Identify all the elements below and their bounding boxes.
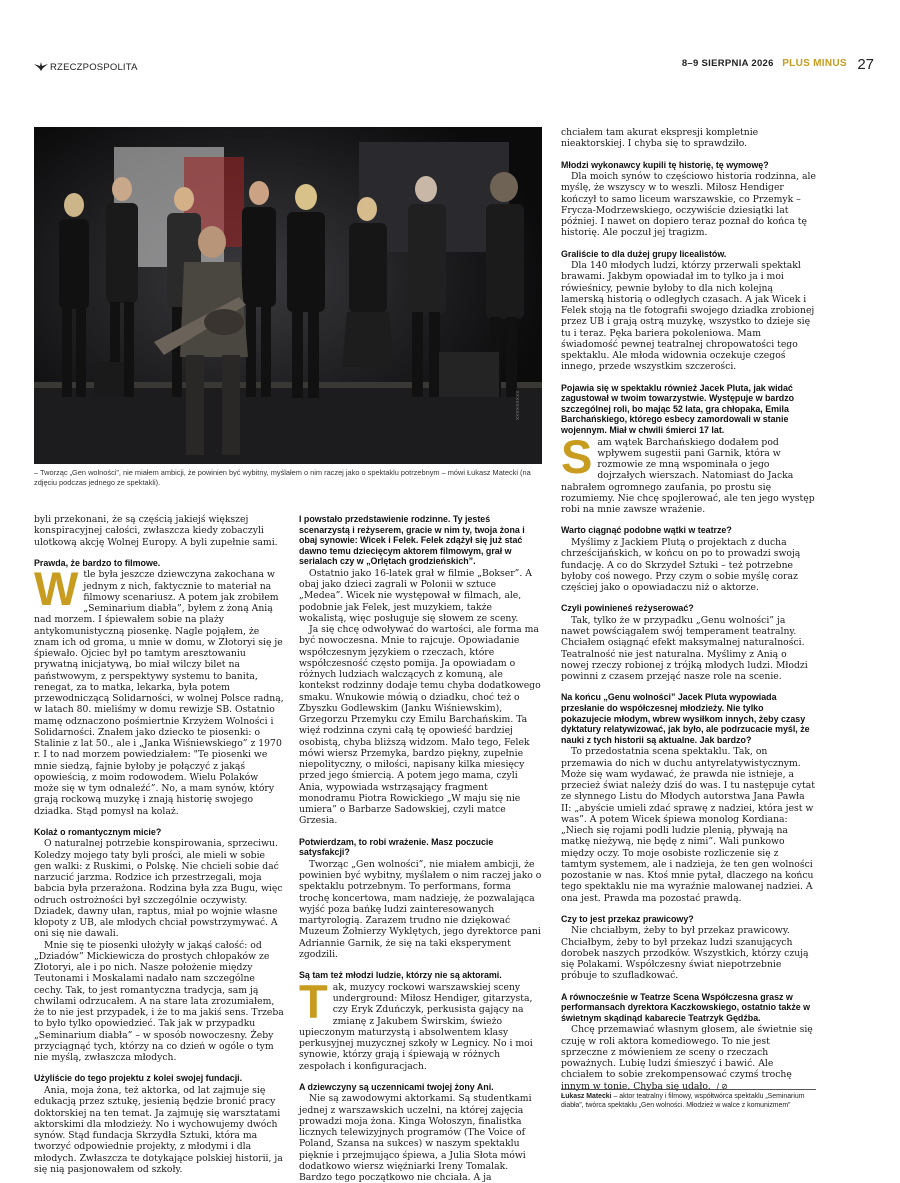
logo-text: RZECZPOSPOLITA [50, 62, 138, 73]
header-info [682, 56, 874, 74]
paragraph [561, 429, 816, 516]
stage-photo [34, 127, 542, 464]
bio-name: Łukasz Matecki [561, 1093, 612, 1100]
paragraph: Nie chciałbym, żeby to był przekaz prawicowy. Chciałbym, żeby to był przekaz ludzi szanujących dorobek naszych przodków. Wszystkich, którzy czują się Polakami. Współczesny świat niepotrzebnie próbuje to szufladkować. [561, 925, 809, 982]
question: Kolaż o romantycznym micie? [34, 826, 162, 837]
paragraph: Ostatnio jako 16-latek grał w filmie „Bokser”. A obaj jako dzieci zagrali w Polonii w sztuce „Medea”. Wicek nie występował w filmach, ale, podobnie jak Felek, jest muzykiem, także wokalistą, więc posługuje się słowem ze sceny. [299, 567, 532, 624]
paragraph: Ja się chcę odwoływać do wartości, ale forma ma być nowoczesna. Mnie to rajcuje. Opowiadanie współczesnym językiem o rzeczach, które współczesność często pomija. Ja opowiadam o różnych ludziach walczących z komuną, ale kontekst rodzinny dodaje temu chyba dodatkowego smaku. Wnukowie mówią o dziadku, choć też o Zbyszku Godlewskim (Janku Wiśniewskim), Grzegorzu Przemyku czy Emilu Barchańskim. Ta więź rodzinna czyni całą tę opowieść bardziej osobistą, chyba bliższą widzom. Mało tego, Felek mówi wiersz Przemyka, bardzo piękny, zupełnie niepolityczny, o miłości, napisany kilka miesięcy przed jego śmiercią. A potem jego mama, czyli Ania, wypowiada wstrząsający fragment monodramu Piotra Rowickiego „W maju się nie umiera” o Barbarze Sadowskiej, czyli matce Grzesia. [299, 624, 541, 827]
bio-text: – aktor teatralny i filmowy, współtwórca spektaklu „Seminarium diabła”, twórca spektaklu „Gen wolności. Młodzież w walce z komunizmem” [561, 1093, 805, 1109]
question: Prawda, że bardzo to filmowe. [34, 557, 161, 568]
masthead [34, 54, 874, 80]
page-number: 27 [857, 56, 874, 73]
paragraph: Myślimy z Jackiem Plutą o projektach z ducha chrześcijańskich, w końcu on po to prowadzi swoją fundację. A co do Skrzydeł Sztuki – też potrzebne byłoby coś nowego. Przy czym o sobie myślę coraz częściej jako o opowiadaczu niż o aktorze. [561, 537, 801, 593]
photo-caption: – Tworząc „Gen wolności”, nie miałem ambicji, że powinien być wybitny, myślałem o nim raczej jako o spektaklu potrzebnym – mówi Łukasz Matecki (na zdjęciu podczas jednego ze spektakli). [34, 468, 531, 487]
question: Są tam też młodzi ludzie, którzy nie są aktorami. [299, 970, 502, 981]
question: Potwierdzam, to robi wrażenie. Masz poczucie satysfakcji? [299, 836, 494, 858]
question: Użyliście do tego projektu z kolei swojej fundacji. [34, 1073, 243, 1084]
drop-cap: S [561, 429, 593, 483]
question: Czy to jest przekaz prawicowy? [561, 913, 694, 924]
paragraph: O naturalnej potrzebie konspirowania, sprzeciwu. Koledzy mojego taty byli prości, ale mieli w sobie gen walki: z Ruskimi, o Polskę. Nie chcieli sobie dać narzucić jarzma. Rodzice ich przestrzegali, moja babcia była przerażona. Rodzina była zza Bugu, więc odruch ostrożności był szczególnie oczywisty. Dziadek, dawny ułan, raptus, miał po wojnie własne kłopoty z UB, ale młodych chciał powstrzymywać. A oni się nie dawali. [34, 838, 283, 940]
paragraph: Tworząc „Gen wolności”, nie miałem ambicji, że powinien być wybitny, myślałem o nim raczej jako o spektaklu potrzebnym. To performans, forma trochę koncertowa, mam nadzieję, że pozwalająca wyjść poza bańkę ludzi zainteresowanych martyrologią. Zarazem trudno nie dziękować Muzeum Żołnierzy Wyklętych, jego dyrektorce pani Adriannie Garnik, że się na taki eksperyment zgodzili. [299, 858, 542, 960]
question: Warto ciągnąć podobne wątki w teatrze? [561, 525, 732, 536]
paragraph: To przedostatnia scena spektaklu. Tak, on przemawia do nich w duchu antyrelatywistycznym. Może się wam wydawać, że prawda nie istnieje, a przecież świat należy dziś do was. I tu następuje cytat ze słynnego Listu do Młodych autorstwa Jana Pawła II: „abyście umieli zdać sprawę z nadziei, która jest w was”. A potem Wicek śpiewa monolog Kordiana: „Niech się rojami podli ludzie plenią, pływają na matkę nieżywą, nie będę z nimi”. Wali punkowo między oczy. To moje osobiste rozliczenie się z tamtym systemem, ale i nadzieja, że ten gen wolności pozostanie w nas. Ktoś mnie pytał, dlaczego na końcu tego spektaklu nie ma wyraźnie malowanej nadziei. A ona jest. Prawda ma pozostać prawdą. [561, 746, 815, 904]
paragraph: Dla moich synów to częściowo historia rodzinna, ale myślę, że wszyscy w to weszli. Miłosz Hendiger kończył to samo liceum warszawskie, co Przemyk – Frycza-Modrzewskiego, oczywiście dziesiątki lat później. I nawet on dopiero teraz poznał do końca tę historię. Ale poczuł jej tragizm. [561, 171, 816, 239]
paragraph: Tak, tylko że w przypadku „Genu wolności” ja nawet powściągałem swój temperament teatralny. Chciałem osiągnąć efekt maksymalnej naturalności. Teatralność nie jest naturalna. Myślimy z Anią o nowej rzeczy robionej z trójką młodych ludzi. Młodzi powinni z czasem przejąć nasze role na scenie. [561, 614, 808, 683]
question: Na końcu „Genu wolności” Jacek Pluta wypowiada przesłanie do współczesnej młodzieży. Nie tylko pokazujecie młodym, wbrew wysiłkom innych, żeby czasy dyktatury relatywizować, jak było, ale podrzucacie myśl, że nauki z tych historii są aktualne. Jak bardzo? [561, 692, 810, 745]
column-2 [299, 514, 542, 1183]
paragraph: chciałem tam akurat ekspresji kompletnie nieaktorskiej. I chyba się to sprawdziło. [561, 127, 759, 150]
answer-text: ak, muzycy rockowi warszawskiej sceny underground: Miłosz Hendiger, gitarzysta, czy Eryk Zduńczyk, perkusista gający na zmianę z Jakubem Świrskim, świeżo upieczonym maturzystą i absolwentem klasy perkusyjnej muzycznej szkoły w Legnicy. No i moi synowie, którzy grają i śpiewają w różnych zespołach i konfiguracjach. [299, 981, 533, 1072]
question: I powstało przedstawienie rodzinne. Ty jesteś scenarzystą i reżyserem, gracie w nim ty, twoja żona i obaj synowie: Wicek i Felek. Felek zdążył się już stać dawno temu dziecięcym aktorem filmowym, grał w serialach czy w „Orlętach grodzieńskich”. [299, 514, 525, 567]
answer-text: tle była jeszcze dziewczyna zakochana w jednym z nich, faktycznie to materiał na filmowy scenariusz. A potem jak zrobiłem „Seminarium diabła”, byłem z żoną Anią nad morzem. I śpiewałem sobie na plaży antykomunistyczną piosenkę. Nagle pojąłem, że znam ich od groma, u mnie w domu, w Złotoryi się je śpiewało. Ojciec był po tamtym aresztowaniu prywatną inicjatywą, bo miał wilczy bilet na państwowym, z perspektywy systemu to banita, renegat, za to matka, lekarka, była potem przewodniczącą Solidarności, w wolnej Polsce radną, w latach 80. mieliśmy w domu rewizje SB. Ostatnio mamę odznaczono pośmiertnie Krzyżem Wolności i Solidarności. Znałem jako dziecko te piosenki: o Stalinie z lat 50., ale i „Janka Wiśniewskiego” z 1970 r. I to nad morzem powiedziałem: "Te piosenki we mnie siedzą, fajnie byłoby je połączyć z jakąś opowieścią, z moim rodowodem. Wielu Polaków może się w tym odnaleźć”. No, a mam synów, który grają rockową muzykę i znają historię swojego dziadka. Stąd pomysł na kolaż. [34, 569, 284, 817]
paragraph: byli przekonani, że są częścią jakiejś większej konspiracyjnej całości, zwłaszcza kiedy zobaczyli ulotkową akcję Wolnej Europy. A byli zupełnie sami. [34, 514, 278, 548]
issue-date: 8–9 SIERPNIA 2026 [681, 58, 774, 69]
question: Graliście to dla dużej grupy licealistów. [561, 248, 727, 259]
question: Pojawia się w spektaklu również Jacek Pluta, jak widać zagustował w twoim towarzystwie. Występuje w bardzo szczególnej roli, bo mając 52 lata, gra chłopaka, Emila Barchańskiego, którego esbecy zamordowali w stanie wojennym. Miał w chwili śmierci 17 lat. [561, 382, 795, 436]
paragraph: Ania, moja żona, też aktorka, od lat zajmuje się edukacją przez sztukę, jesienią będzie bronić pracy doktorskiej na ten temat. Ja zajmuję się warsztatami aktorskimi dla młodzieży. No i wychowujemy dwóch synów. Stąd fundacja Skrzydła Sztuki, która ma tworzyć odpowiednie projekty, z młodymi i dla młodych. Zwłaszcza te dotykające polskiej historii, ja się nią pasjonowałem od szkoły. [34, 1085, 283, 1175]
paragraph [561, 1024, 816, 1092]
paragraph: Mnie się te piosenki ułożyły w jakąś całość: od „Dziadów” Mickiewicza do prostych chłopaków ze Złotoryi, ale i po nich. Nasze położenie między Teutonami i Moskalami nadało nam szczególne cechy. Tak, to jest romantyczna tradycja, sam ją chwilami odrzucałem. A na stare lata zrozumiałem, że to nie jest przypadek, i że to ma jakiś sens. Trzeba to było tylko opowiedzieć. Tak jak w przypadku „Seminarium diabła” – w sposób nowoczesny. Żeby przyciągnąć tych, którzy na co dzień w ogóle o tym nie myślą, zwłaszcza młodych. [34, 939, 284, 1064]
answer-text: am wątek Barchańskiego dodałem pod wpływem sugestii pani Garnik, która w rozmowie ze mną wspominała o jego dojrzałych wierszach. Natomiast do Jacka nabrałem ogromnego zaufania, po prostu się rozumiemy. Nie chcę spojlerować, ale ten jego występ robi na mnie zawsze wrażenie. [561, 436, 815, 516]
performers-on-stage-illustration [34, 127, 542, 464]
paragraph: Nie są zawodowymi aktorkami. Są studentkami jednej z warszawskich uczelni, na której zajęcia prowadzi moja żona. Kinga Wołoszyn, finalistka licznych telewizyjnych programów (The Voice of Poland, Szansa na sukces) w naszym spektaklu pięknie i przejmująco śpiewa, a Julia Słota mówi dodatkowo wiersz więźniarki Ireny Tomalak. Bardzo tego początkowo nie chciała. A ja [299, 1093, 532, 1183]
question: A dziewczyny są uczennicami twojej żony Ani. [299, 1081, 494, 1092]
author-bio [561, 1093, 816, 1110]
answer-text: Chcę przemawiać własnym głosem, ale świetnie się czuję w roli aktora komediowego. To nie jest sprzeczne z mówieniem ze sceny o rzeczach poważnych. Lubię ludzi śmieszyć i bawić. Ale chciałem to sobie zrekompensować czymś trochę innym w tonie. Chyba się udało. [561, 1024, 813, 1092]
eagle-logo-icon [34, 62, 48, 71]
question: A równocześnie w Teatrze Scena Współczesna grasz w performansach dyrektora Kaczkowskiego, ostatnio także w świetnym skądinąd kabarecie Teatrzyk Gędźba. [561, 991, 811, 1023]
drop-cap: T [299, 974, 328, 1028]
column-1 [34, 514, 285, 1175]
section-name: PLUS MINUS [782, 58, 847, 69]
question: Młodzi wykonawcy kupili tę historię, tę wymowę? [561, 159, 769, 170]
question: Czyli powinieneś reżyserować? [561, 603, 694, 614]
photo-credit: XXXXXXXXX [515, 390, 520, 420]
drop-cap: W [34, 562, 79, 616]
paragraph: Dla 140 młodych ludzi, którzy przerwali spektakl brawami. Jakbym opowiadał im to tylko ja i moi rówieśnicy, pewnie byłoby to dla nich kolejną lamerską historią o odległych czasach. A jak Wicek i Felek stoją na tle fotografii swojego dziadka zrobionej przez UB i grają ostrą muzykę, wszystko to dzieje się tu i teraz. Pęka bariera pokoleniowa. Mam świadomość pewnej teatralnej chropowatości tego spektaklu. Ale młoda widownia oczekuje czegoś innego, przede wszystkim szczerości. [561, 260, 815, 373]
column-3 [561, 127, 816, 1092]
bio-divider [561, 1089, 816, 1090]
newspaper-logo [34, 62, 138, 73]
end-of-article-mark: / ⊘ [716, 1081, 728, 1091]
